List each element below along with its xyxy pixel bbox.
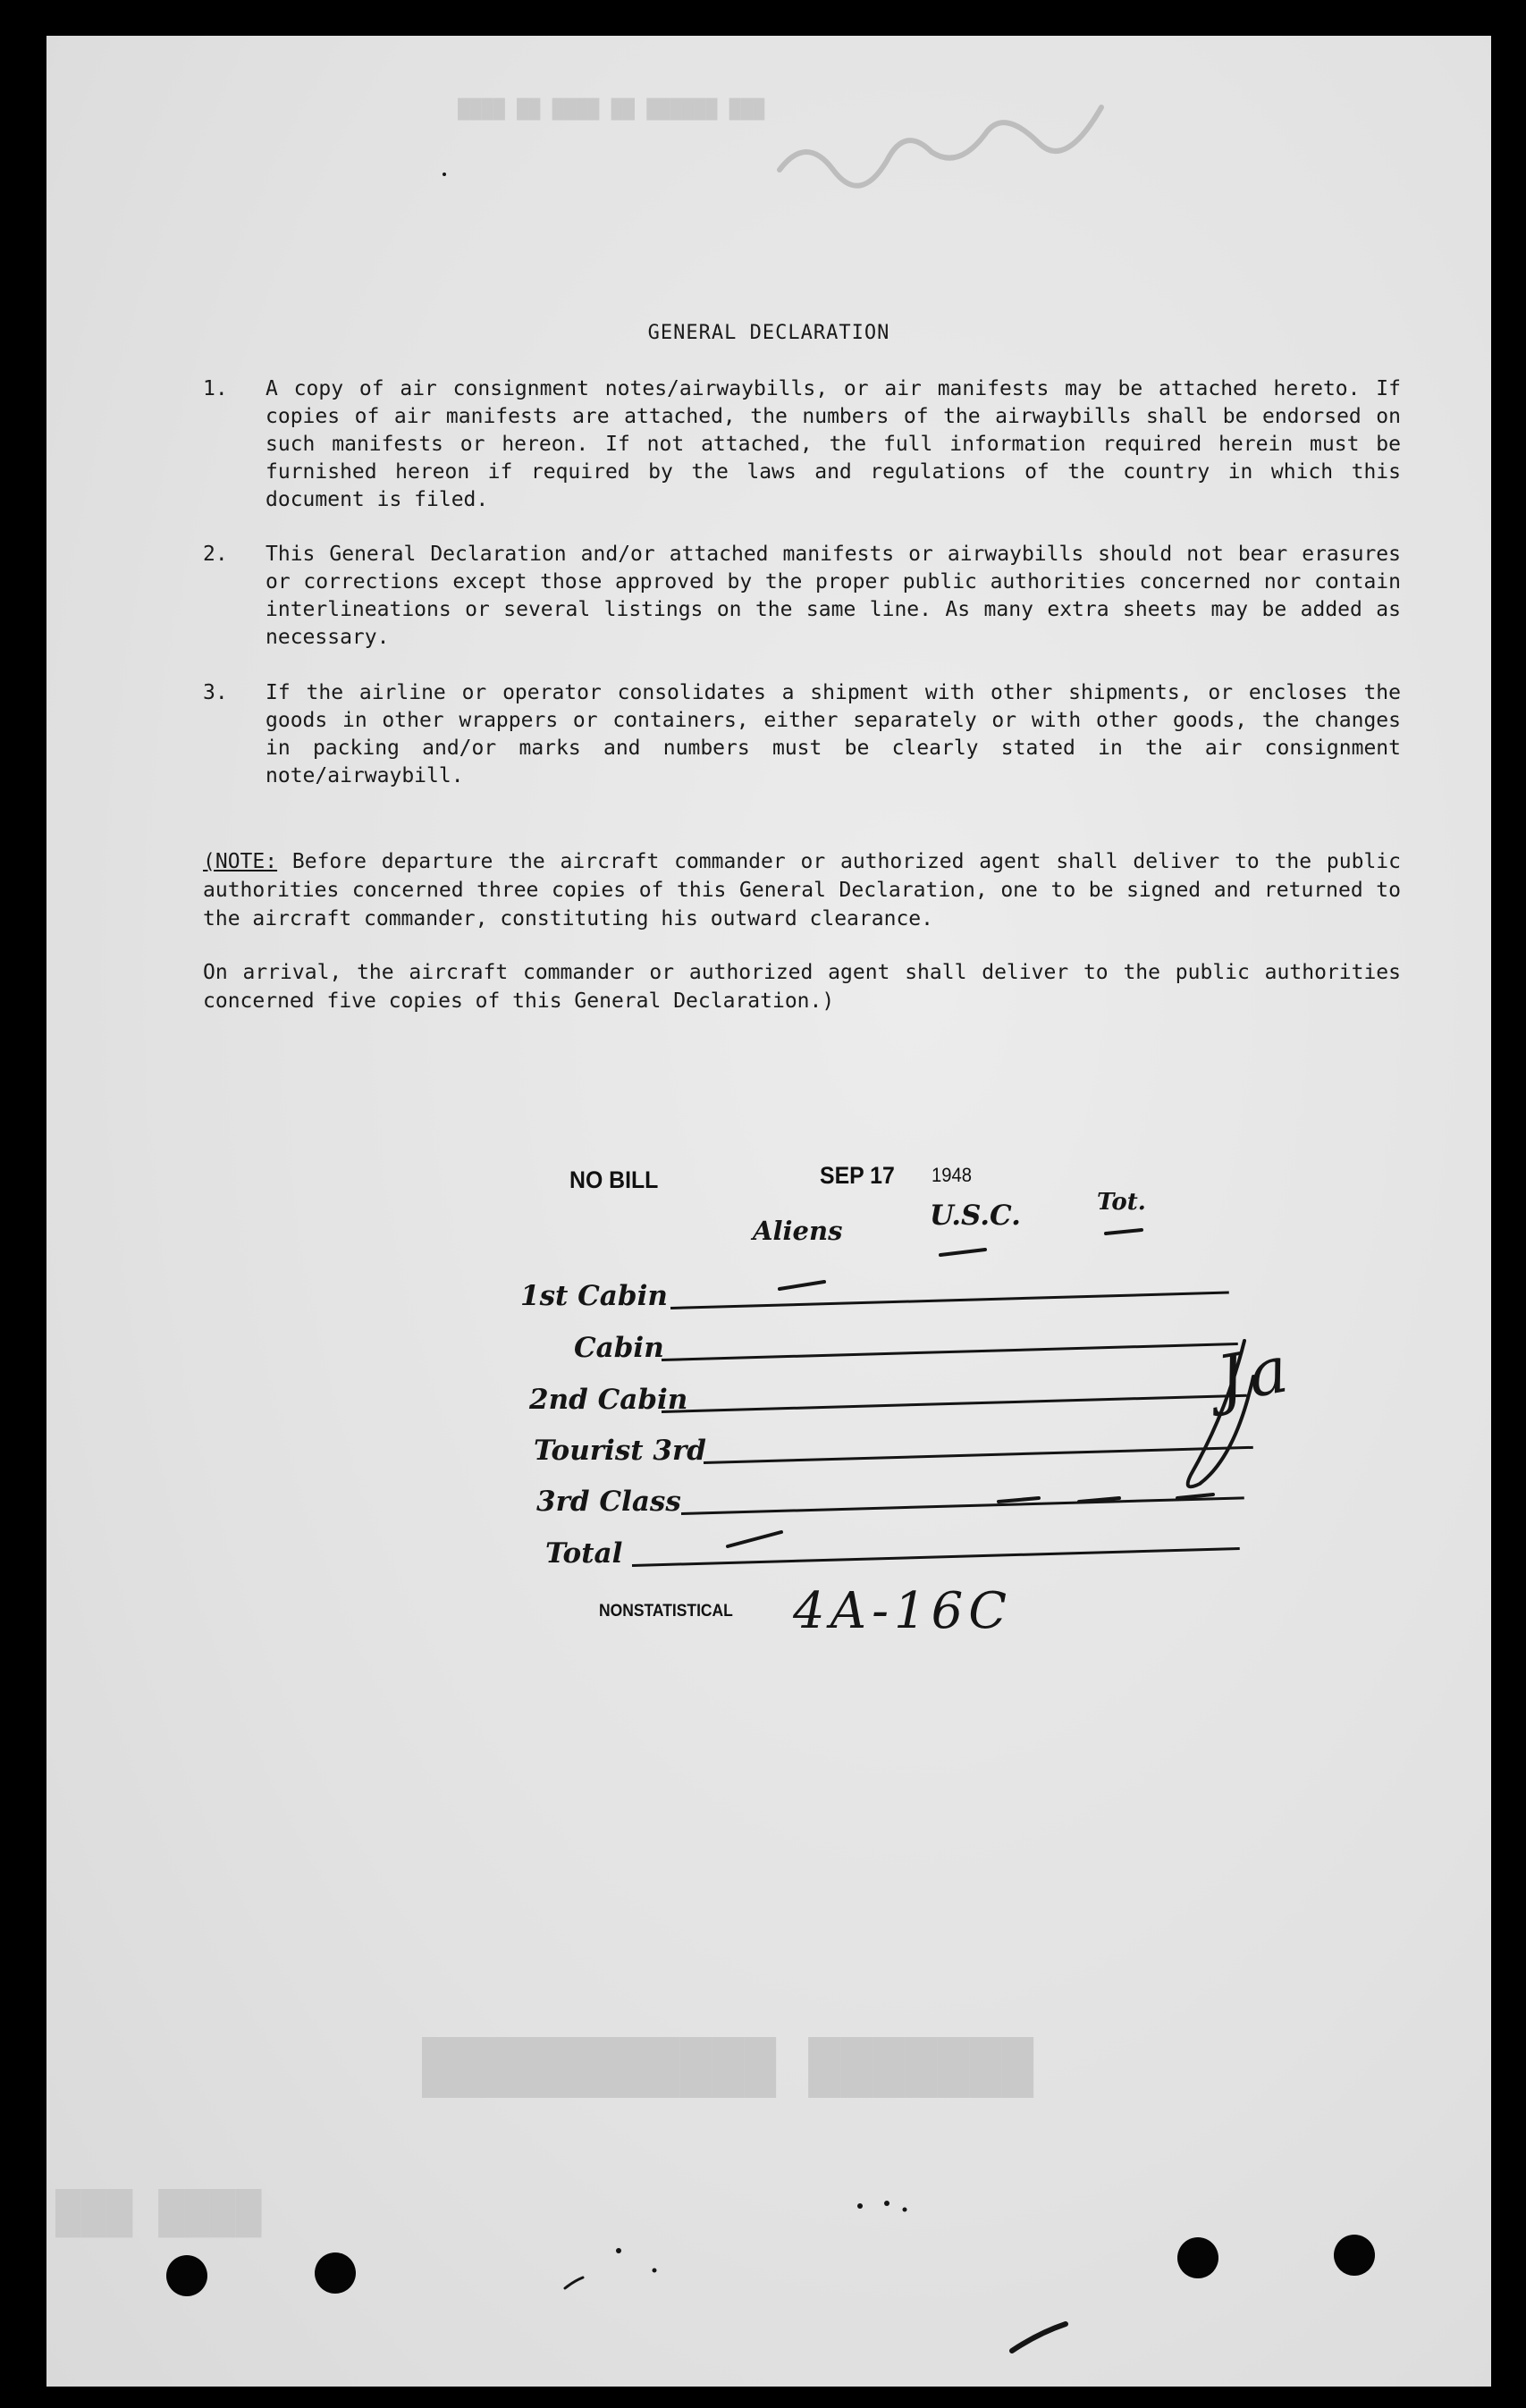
column-usc: U.S.C. — [930, 1200, 1021, 1232]
item-number: 3. — [203, 681, 228, 704]
item-text: If the airline or operator consolidates a shipment with other shipments, or encloses the goods in other wrappers or containers, either separately or with other goods, the changes in packing and/or marks and numbers must be clearly stated in the air consignment note/airwaybill. — [266, 681, 1401, 787]
item-number: 2. — [203, 543, 228, 566]
nonstatistical-stamp: NONSTATISTICAL — [599, 1602, 733, 1621]
show-through-text: ███████ ███████████ — [422, 2038, 1034, 2099]
stamp-year: 1948 — [932, 1164, 973, 1186]
stamp-date: SEP 17 — [820, 1162, 895, 1189]
column-total: Tot. — [1097, 1189, 1146, 1216]
row-label-third-class: 3rd Class — [536, 1486, 681, 1518]
punch-hole — [315, 2252, 356, 2294]
arrival-paragraph: On arrival, the aircraft commander or authorized agent shall deliver to the public authorities concerned five copies of this General Declaration.) — [203, 961, 1401, 1013]
row-label-cabin: Cabin — [574, 1332, 664, 1364]
show-through-text: ████ ███ — [55, 2190, 262, 2238]
item-text: A copy of air consignment notes/airwaybills, or air manifests may be attached hereto. If copies of air manifests are attached, the numbers of the airwaybills shall be endorsed on such manifests or hereon. If not attached, the full information required herein must be furnished hereon if required by the laws and regulations of the country in which this document is filed. — [266, 377, 1401, 511]
handwritten-code: 4A-16C — [793, 1582, 1013, 1640]
note-label: (NOTE: — [203, 850, 278, 873]
show-through-text: ███ ██████ ██ ████ ██ ████ — [458, 98, 765, 121]
no-bill-stamp: NO BILL — [569, 1166, 659, 1193]
item-text: This General Declaration and/or attached manifests or airwaybills should not bear erasures or corrections except those approved by the proper public authorities concerned nor contain interlineations or several listings on the same line. As many extra sheets may be added as necessary. — [266, 543, 1401, 649]
row-label-total: Total — [545, 1537, 623, 1570]
punch-hole — [1334, 2235, 1375, 2276]
row-label-first-cabin: 1st Cabin — [520, 1280, 668, 1312]
document-title: GENERAL DECLARATION — [647, 322, 890, 344]
punch-hole — [1177, 2237, 1218, 2278]
note-text: Before departure the aircraft commander or authorized agent shall deliver to the public authorities concerned three copies of this General Declaration, one to be signed and returned to the aircraft commander, constituting his outward clearance. — [203, 850, 1401, 930]
pen-marks — [46, 36, 1491, 2387]
column-aliens: Aliens — [753, 1216, 843, 1246]
document-page — [46, 36, 1491, 2387]
punch-hole — [166, 2255, 207, 2296]
row-label-second-cabin: 2nd Cabin — [529, 1384, 688, 1416]
row-label-tourist-third: Tourist 3rd — [534, 1435, 706, 1467]
handwritten-initials: Ja — [1211, 1330, 1299, 1418]
item-number: 1. — [203, 377, 228, 400]
